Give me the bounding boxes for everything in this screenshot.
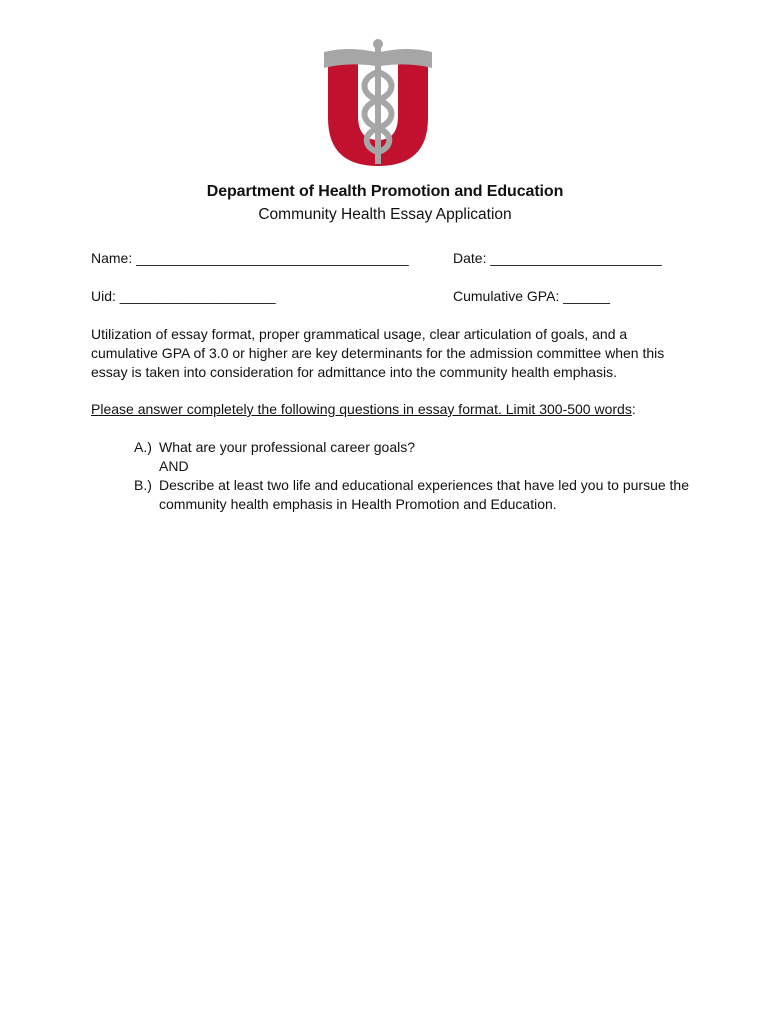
instruction-line — [91, 400, 691, 419]
uid-field[interactable]: Uid: ____________________ — [91, 288, 276, 304]
question-text: What are your professional career goals? — [159, 439, 416, 455]
instruction-text: Please answer completely the following questions in essay format. Limit 300-500 words — [91, 401, 632, 417]
page-title: Department of Health Promotion and Education — [206, 183, 564, 200]
page-subtitle: Community Health Essay Application — [258, 206, 512, 223]
question-marker: B.) — [134, 477, 152, 493]
date-field[interactable]: Date: ______________________ — [453, 250, 662, 266]
instruction-colon: : — [631, 401, 636, 417]
list-item — [134, 457, 694, 476]
question-marker — [134, 457, 159, 476]
requirements-paragraph: Utilization of essay format, proper grammatical usage, clear articulation of goals, and a cumulative GPA of 3.0 or higher are key determinants for the admission committee when this essay is taken into consideration for admittance into the community health emphasis. — [91, 326, 665, 380]
list-item — [134, 476, 694, 514]
question-list — [134, 438, 694, 514]
university-caduceus-logo — [318, 38, 438, 170]
question-text: AND — [159, 458, 189, 474]
list-item — [134, 438, 694, 457]
question-marker: A.) — [134, 439, 152, 455]
question-text: Describe at least two life and educational experiences that have led you to pursue the community health emphasis in Health Promotion and Education. — [159, 477, 689, 512]
gpa-field[interactable]: Cumulative GPA: ______ — [453, 288, 610, 304]
name-field[interactable]: Name: ___________________________________ — [91, 250, 409, 266]
